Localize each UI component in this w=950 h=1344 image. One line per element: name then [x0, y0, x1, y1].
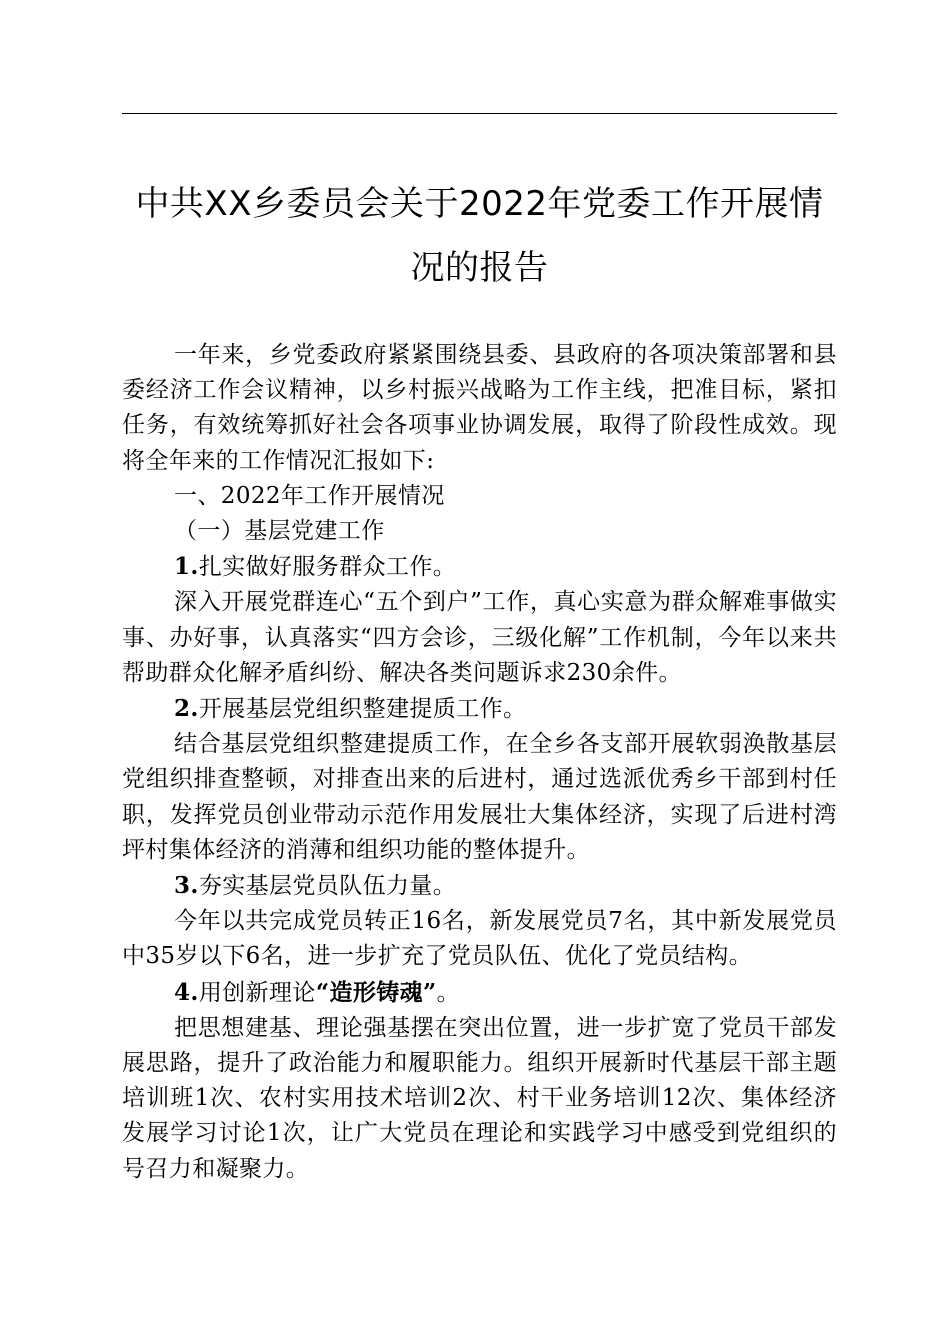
item-number-3: 3. [174, 872, 199, 900]
header-rule [122, 113, 837, 114]
document-body [122, 338, 837, 1187]
item-heading-quote-4: “造形铸魂” [315, 978, 437, 1006]
item-body-1: 深入开展党群连心“五个到户”工作，真心实意为群众解难事做实事、办好事，认真落实“四方会诊，三级化解”工作机制，今年以来共帮助群众化解矛盾纠纷、解决各类问题诉求230余件。 [122, 589, 837, 686]
item-heading-text-1: 扎实做好服务群众工作。 [198, 554, 457, 581]
item-heading-end-4: 。 [436, 979, 461, 1006]
item-heading-4 [122, 975, 837, 1011]
document-title [122, 172, 837, 300]
intro-paragraph: 一年来，乡党委政府紧紧围绕县委、县政府的各项决策部署和县委经济工作会议精神，以乡村振兴战略为工作主线，把准目标，紧扣任务，有效统筹抓好社会各项事业协调发展，取得了阶段性成效。现将全年来的工作情况汇报如下: [122, 342, 837, 474]
item-heading-text-2: 开展基层党组织整建提质工作。 [198, 696, 527, 723]
item-heading-text-4: 用创新理论 [198, 979, 316, 1006]
item-number-1: 1. [174, 553, 199, 581]
item-heading-2 [122, 691, 837, 727]
section-heading: 一、2022年工作开展情况 [174, 482, 445, 509]
item-heading-1 [122, 549, 837, 585]
subsection-heading: （一）基层党建工作 [174, 518, 385, 545]
title-line-2: 况的报告 [410, 248, 549, 288]
item-heading-text-3: 夯实基层党员队伍力量。 [198, 873, 457, 900]
item-number-4: 4. [174, 978, 199, 1006]
item-heading-3 [122, 868, 837, 904]
item-body-2: 结合基层党组织整建提质工作，在全乡各支部开展软弱涣散基层党组织排查整顿，对排查出来的后进村，通过选派优秀乡干部到村任职，发挥党员创业带动示范作用发展壮大集体经济，实现了后进村湾坪村集体经济的消薄和组织功能的整体提升。 [122, 731, 837, 863]
item-body-3: 今年以共完成党员转正16名，新发展党员7名，其中新发展党员中35岁以下6名，进一步扩充了党员队伍、优化了党员结构。 [122, 908, 837, 970]
item-number-2: 2. [174, 695, 199, 723]
title-line-1: 中共XX乡委员会关于2022年党委工作开展情 [135, 184, 824, 224]
item-body-4: 把思想建基、理论强基摆在突出位置，进一步扩宽了党员干部发展思路，提升了政治能力和履职能力。组织开展新时代基层干部主题培训班1次、农村实用技术培训2次、村干业务培训12次、集体经济发展学习讨论1次，让广大党员在理论和实践学习中感受到党组织的号召力和凝聚力。 [122, 1014, 837, 1182]
